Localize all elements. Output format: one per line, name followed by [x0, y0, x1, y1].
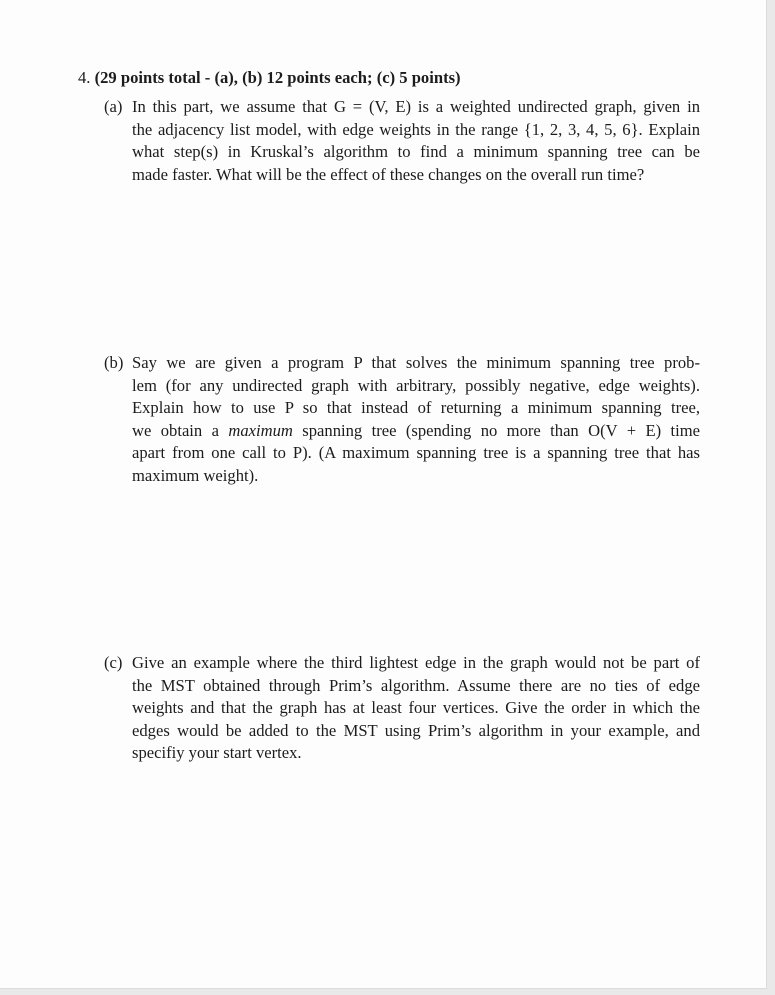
question-title: (29 points total - (a), (b) 12 points each; (c) 5 points): [94, 68, 461, 87]
part-a-line: made faster. What will be the effect of these changes on the overall run time?: [132, 164, 645, 184]
part-a-line: In this part, we assume that G = (V, E) is a weighted undirected graph, given in: [132, 97, 700, 116]
part-b-line: apart from one call to P). (A maximum spanning tree is a spanning tree that has: [132, 443, 700, 463]
part-b-line: Explain how to use P so that instead of returning a minimum spanning tree,: [132, 398, 700, 418]
part-c-line: the MST obtained through Prim’s algorithm. Assume there are no ties of edge: [132, 675, 700, 695]
part-c-line: specifiy your start vertex.: [132, 743, 302, 763]
part-c-line: edges would be added to the MST using Prim’s algorithm in your example, and: [132, 720, 700, 740]
question-heading: [78, 66, 461, 90]
part-b-line: Say we are given a program P that solves the minimum spanning tree prob-: [132, 353, 700, 372]
part-c-line: Give an example where the third lightest edge in the graph would not be part of: [132, 653, 700, 672]
part-b-line-end: spanning tree (spending no more than O(V + E) time: [292, 420, 700, 440]
question-number: 4.: [78, 68, 91, 87]
part-b-label: (b): [104, 353, 124, 372]
part-c-line: weights and that the graph has at least four vertices. Give the order in which the: [132, 698, 700, 718]
part-a-label: (a): [104, 97, 123, 116]
part-c-label: (c): [104, 653, 123, 672]
part-c: [104, 652, 700, 765]
part-b-line-with-emphasis: [104, 420, 700, 443]
part-b: [104, 352, 700, 488]
part-b-line-start: we obtain a: [132, 420, 229, 440]
part-b-line: lem (for any undirected graph with arbitrary, possibly negative, edge weights).: [132, 375, 700, 395]
part-b-line: maximum weight).: [132, 465, 259, 485]
part-a-line: what step(s) in Kruskal’s algorithm to find a minimum spanning tree can be: [132, 142, 700, 162]
part-a-line: the adjacency list model, with edge weights in the range {1, 2, 3, 4, 5, 6}. Explain: [132, 119, 700, 139]
maximum-emphasis: maximum: [228, 420, 293, 440]
part-a: [104, 96, 700, 186]
